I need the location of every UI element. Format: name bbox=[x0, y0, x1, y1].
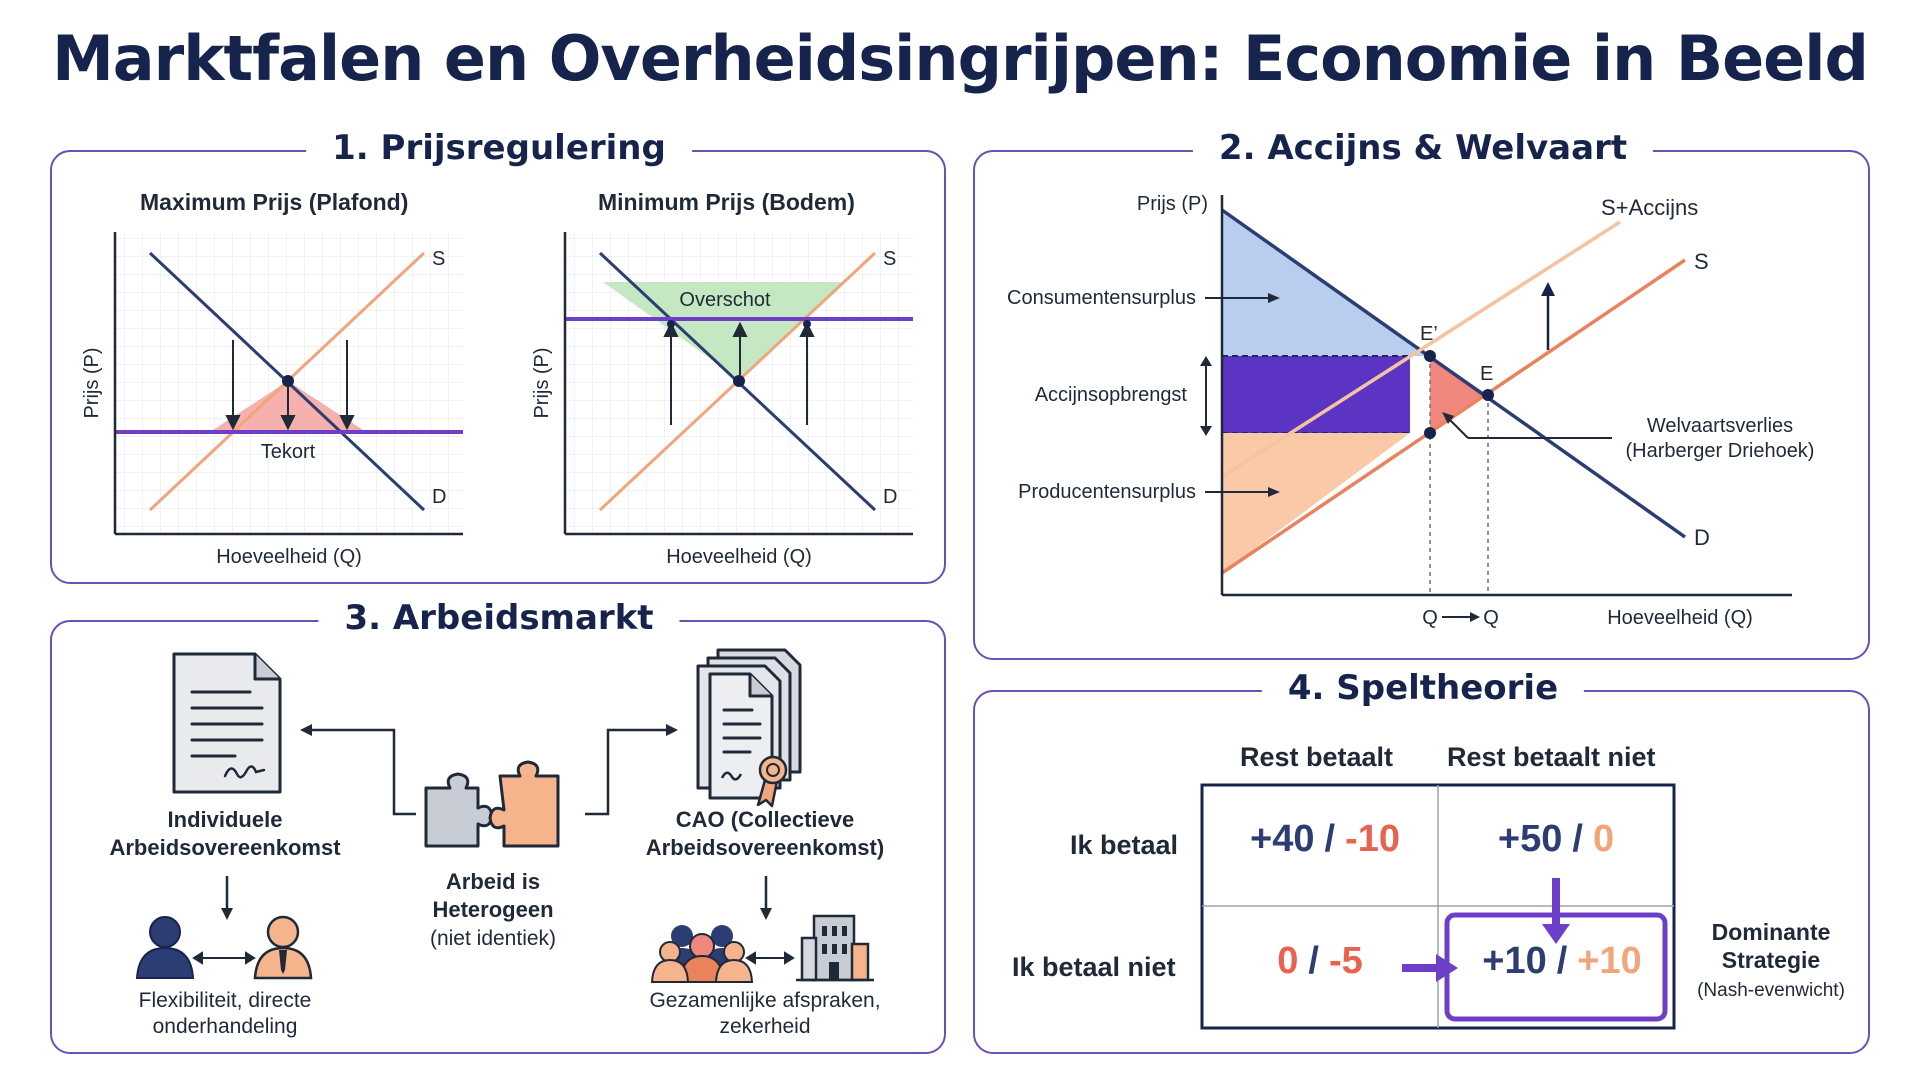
q-arrow bbox=[1470, 612, 1480, 622]
document-icon bbox=[174, 654, 280, 792]
cell-r1c1: +40 / -10 bbox=[1250, 818, 1400, 860]
group-icon bbox=[652, 925, 752, 982]
panel-title: 4. Speltheorie bbox=[1262, 668, 1584, 708]
building-icon bbox=[796, 916, 874, 980]
payoff-matrix bbox=[1190, 778, 1690, 1038]
shortage-label: Tekort bbox=[260, 441, 316, 463]
consumer-surplus-label: Consumentensurplus bbox=[1007, 287, 1196, 309]
surplus-label: Overschot bbox=[679, 289, 771, 311]
cell-r1c2: +50 / 0 bbox=[1497, 818, 1615, 860]
x-axis-label: Hoeveelheid (Q) bbox=[1607, 607, 1753, 629]
cell-r2c2: +10 / +10 bbox=[1482, 940, 1642, 982]
employer-icon bbox=[255, 917, 311, 978]
max-price-chart bbox=[70, 220, 490, 570]
supply-label: S bbox=[432, 248, 446, 270]
demand-label: D bbox=[1694, 525, 1710, 550]
col-header-2: Rest betaalt niet bbox=[1447, 742, 1656, 772]
puzzle-icon bbox=[426, 762, 558, 846]
cell-r2c1: 0 / -5 bbox=[1277, 940, 1363, 982]
panel-title: 3. Arbeidsmarkt bbox=[318, 598, 679, 638]
double-arrow-left bbox=[194, 953, 254, 963]
min-price-chart bbox=[520, 220, 940, 570]
down-arrow-right bbox=[760, 908, 772, 920]
x-axis-label: Hoeveelheid (Q) bbox=[666, 546, 812, 568]
panel-title: 1. Prijsregulering bbox=[306, 128, 692, 168]
deadweight-label-2: (Harberger Driehoek) bbox=[1625, 440, 1815, 462]
y-axis-label: Prijs (P) bbox=[1136, 193, 1208, 215]
chart-subtitle-max: Maximum Prijs (Plafond) bbox=[140, 189, 409, 215]
floor-point-right bbox=[803, 320, 811, 328]
y-axis-label: Prijs (P) bbox=[531, 347, 553, 419]
row-header-2: Ik betaal niet bbox=[1012, 952, 1176, 982]
worker-icon bbox=[137, 917, 193, 978]
col-header-1: Rest betaalt bbox=[1240, 742, 1394, 772]
individual-contract-title: Individuele Arbeidsovereenkomst bbox=[109, 807, 341, 860]
equilibrium-point bbox=[282, 375, 294, 387]
floor-point-left bbox=[667, 320, 675, 328]
cao-title: CAO (Collectieve Arbeidsovereenkomst) bbox=[645, 807, 885, 860]
dominant-strategy-label: Dominante Strategie (Nash-evenwicht) bbox=[1697, 919, 1845, 1001]
tax-revenue-label: Accijnsopbrengst bbox=[1034, 384, 1187, 406]
down-arrow-left bbox=[221, 908, 233, 920]
producer-price-point bbox=[1424, 427, 1436, 439]
connector-arrows bbox=[308, 730, 670, 814]
supply-label: S bbox=[883, 248, 897, 270]
y-axis-label: Prijs (P) bbox=[81, 347, 103, 419]
q-old-label: Q bbox=[1483, 607, 1499, 629]
chart-subtitle-min: Minimum Prijs (Bodem) bbox=[598, 189, 855, 215]
eq-point-new bbox=[1424, 350, 1436, 362]
deadweight-label-1: Welvaartsverlies bbox=[1646, 415, 1794, 437]
row-header-1: Ik betaal bbox=[1070, 830, 1179, 860]
individual-contract-desc: Flexibiliteit, directe onderhandeling bbox=[138, 989, 312, 1038]
eq-new-label: E’ bbox=[1420, 323, 1438, 345]
producer-surplus-label: Producentensurplus bbox=[1018, 481, 1196, 503]
tax-revenue-arrow bbox=[1200, 426, 1212, 436]
heterogeneous-label: Arbeid is Heterogeen (niet identiek) bbox=[429, 869, 557, 950]
demand-label: D bbox=[432, 486, 447, 508]
equilibrium-point bbox=[733, 375, 745, 387]
excise-tax-chart bbox=[980, 180, 1860, 650]
eq-old-label: E bbox=[1480, 363, 1494, 385]
tax-revenue-area bbox=[1222, 356, 1410, 433]
shift-up-arrow bbox=[1541, 282, 1555, 296]
supply-label: S bbox=[1694, 249, 1709, 274]
demand-label: D bbox=[883, 486, 898, 508]
q-new-label: Q bbox=[1422, 607, 1438, 629]
x-axis-label: Hoeveelheid (Q) bbox=[216, 546, 362, 568]
page-title: Marktfalen en Overheidsingrijpen: Economie in Beeld bbox=[52, 22, 1868, 95]
double-arrow-right bbox=[747, 953, 793, 963]
supply-tax-label: S+Accijns bbox=[1601, 195, 1699, 220]
cao-desc: Gezamenlijke afspraken, zekerheid bbox=[649, 989, 881, 1038]
eq-point-old bbox=[1482, 389, 1494, 401]
cao-document-stack-icon bbox=[698, 650, 800, 806]
panel-title: 2. Accijns & Welvaart bbox=[1193, 128, 1653, 168]
